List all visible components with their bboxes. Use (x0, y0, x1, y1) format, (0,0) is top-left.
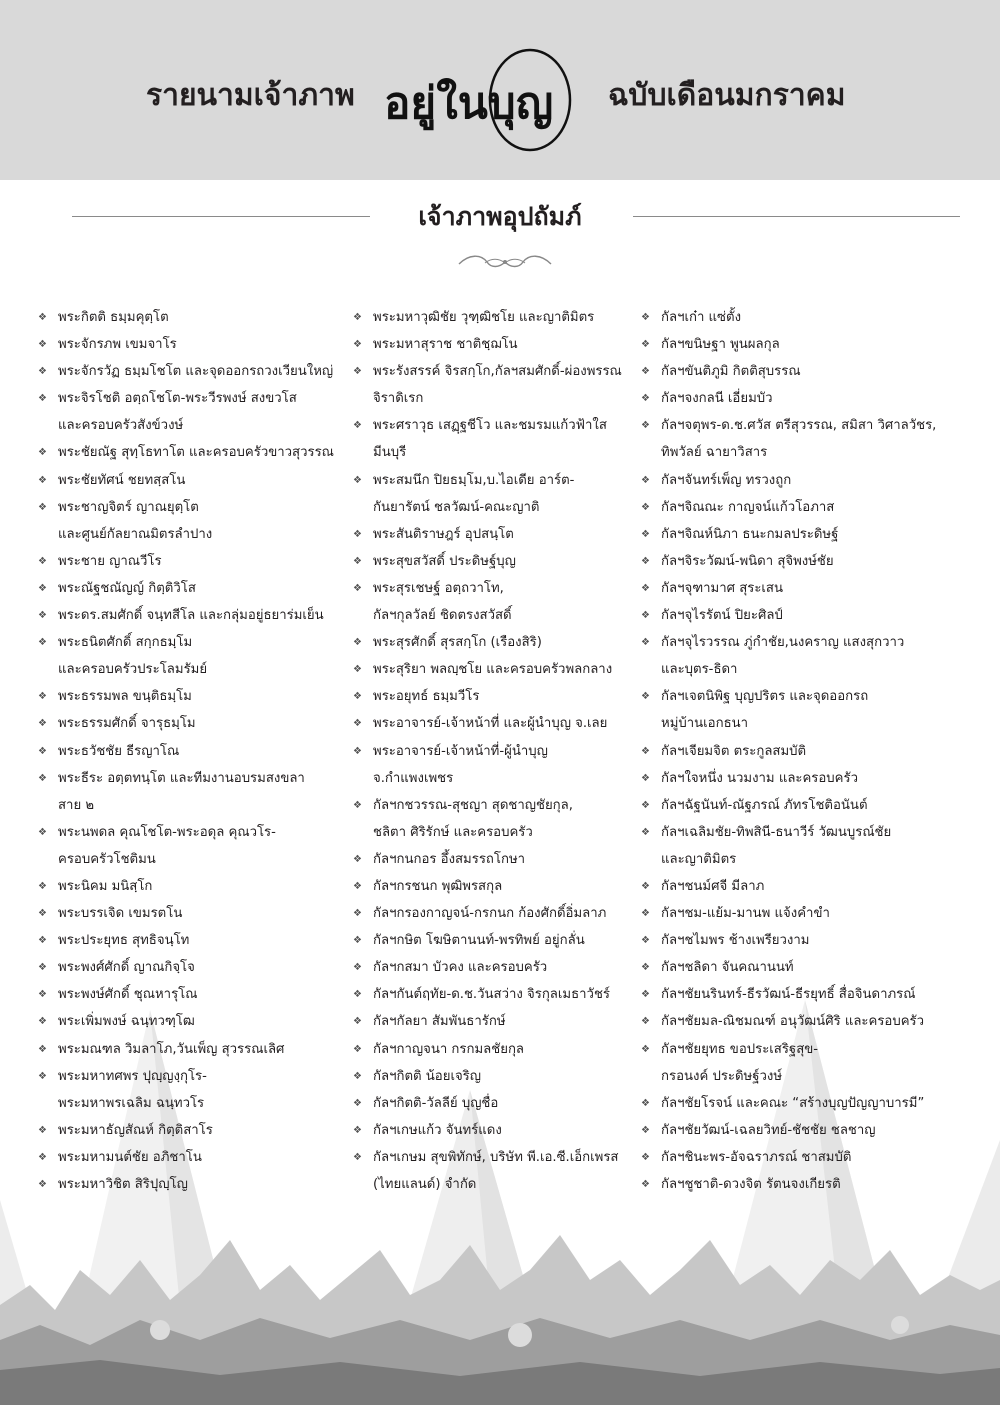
sponsor-name: กัลฯจุฑามาศ สุระเสน (661, 580, 783, 596)
bullet-icon: ❖ (38, 880, 47, 892)
sponsor-entry-line (353, 575, 643, 602)
sponsor-name: จิราดิเรก (373, 391, 424, 407)
sponsor-entry-line (38, 846, 356, 873)
bullet-icon: ❖ (353, 637, 362, 649)
bullet-icon: ❖ (641, 1124, 650, 1136)
sponsor-entry-line (641, 412, 971, 439)
bullet-icon: ❖ (641, 1097, 650, 1109)
bullet-icon: ❖ (353, 555, 362, 567)
sponsor-entry-line (38, 358, 356, 385)
bullet-icon: ❖ (38, 447, 47, 459)
sponsor-name: พระมหาวุฒิชัย วุฑฺฒิชโย และญาติมิตร (373, 310, 595, 325)
sponsor-name: พระมหาพรเฉลิม ฉนฺทวโร (58, 1095, 205, 1111)
logo-text: อยู่ในบุญ (384, 78, 554, 129)
sponsor-name: พระนิคม มนิสฺโก (58, 878, 153, 894)
sponsor-entry-line (353, 981, 643, 1008)
sponsor-entry-line (353, 304, 643, 331)
sponsor-entry-line (353, 819, 643, 846)
sponsor-entry-line (38, 1008, 356, 1035)
sponsor-name: พระสมนึก ปิยธมฺโม,บ.ไอเดีย อาร์ต- (373, 472, 575, 488)
sponsor-name: กัลฯชูชาติ-ดวงจิต รัตนจงเกียรติ (661, 1177, 841, 1192)
sponsor-entry-line (353, 927, 643, 954)
sponsor-name: พระมหาธัญสัณห์ กิตฺติสาโร (58, 1122, 213, 1138)
bullet-icon: ❖ (353, 962, 362, 974)
sponsor-entry-line (38, 792, 356, 819)
sponsor-entry-line (641, 1117, 971, 1144)
bullet-icon: ❖ (641, 826, 650, 838)
sponsor-entry-line (38, 927, 356, 954)
bullet-icon: ❖ (353, 799, 362, 811)
sponsor-name: พระจิรโชติ อตฺถโชโต-พระวีรพงษ์ สงขวโส (58, 391, 297, 407)
sponsor-name: พระจักรวัฏ ธมฺมโชโต และจุดออกรถวงเวียนใหญ่ (58, 364, 334, 380)
section-title: เจ้าภาพอุปถัมภ์ (418, 202, 582, 231)
sponsor-entry-line (353, 954, 643, 981)
bullet-icon: ❖ (641, 935, 650, 947)
sponsor-entry-line (353, 1036, 643, 1063)
sponsor-column-3 (641, 304, 971, 1198)
sponsor-name: พระธวัชชัย ธีรญาโณ (58, 743, 180, 759)
sponsor-entry-line (353, 1008, 643, 1035)
sponsor-name: พระมหามนต์ชัย อภิชาโน (58, 1149, 202, 1165)
header-band (0, 0, 1000, 180)
sponsor-name: และครอบครัวประโลมรัมย์ (58, 662, 208, 678)
sponsor-entry-line (38, 683, 356, 710)
sponsor-entry-line (641, 954, 971, 981)
sponsor-name: กัลฯชัยวัฒน์-เฉลยวิทย์-ชัชชัย ชลชาญ (661, 1122, 876, 1138)
bullet-icon: ❖ (353, 1124, 362, 1136)
sponsor-name: พระอาจารย์-เจ้าหน้าที่-ผู้นำบุญ (373, 743, 548, 759)
sponsor-name: กัลฯจิระวัฒน์-พนิดา สุจิพงษ์ชัย (661, 553, 834, 569)
sponsor-entry-line (38, 412, 356, 439)
sponsor-entry-line (641, 331, 971, 358)
sponsor-name: พระสันติราษฎร์ อุปสนฺโต (373, 526, 514, 542)
sponsor-name: จ.กำแพงเพชร (373, 770, 454, 786)
bullet-icon: ❖ (641, 1179, 650, 1190)
sponsor-name: (ไทยแลนด์) จำกัด (373, 1177, 477, 1192)
sponsor-name: พระชาญจิตร์ ญาณยุตฺโต (58, 499, 199, 515)
bullet-icon: ❖ (641, 393, 650, 405)
bullet-icon: ❖ (641, 691, 650, 703)
bullet-icon: ❖ (641, 745, 650, 757)
sponsor-entry-line (353, 467, 643, 494)
bullet-icon: ❖ (353, 1097, 362, 1109)
sponsor-name: กัลฯจิณณะ กาญจน์แก้วโอภาส (661, 499, 835, 515)
bullet-icon: ❖ (353, 691, 362, 703)
sponsor-name: กัลฯกิตติ น้อยเจริญ (373, 1068, 481, 1084)
sponsor-name: กัลฯเจตนิพิฐ บุญปริตร และจุดออกรถ (661, 689, 869, 705)
sponsor-name: พระประยุทธ สุทธิจนฺโท (58, 933, 190, 949)
sponsor-entry-line (641, 873, 971, 900)
bullet-icon: ❖ (641, 989, 650, 1001)
bullet-icon: ❖ (641, 1043, 650, 1055)
bullet-icon: ❖ (38, 1070, 47, 1082)
sponsor-entry-line (353, 494, 643, 521)
sponsor-entry-line (641, 304, 971, 331)
sponsor-name: พระมหาทศพร ปุญฺญงฺกุโร- (58, 1068, 207, 1084)
sponsor-entry-line (353, 738, 643, 765)
sponsor-entry-line (353, 1090, 643, 1117)
sponsor-entry-line (353, 439, 643, 466)
bullet-icon: ❖ (353, 880, 362, 892)
sponsor-entry-line (38, 1144, 356, 1171)
bullet-icon: ❖ (38, 691, 47, 703)
bullet-icon: ❖ (641, 610, 650, 622)
flourish-ornament (455, 250, 555, 274)
bullet-icon: ❖ (641, 474, 650, 486)
sponsor-entry-line (38, 954, 356, 981)
sponsor-entry-line (641, 575, 971, 602)
sponsor-name: พระนพดล คุณโชโต-พระอดุล คุณวโร- (58, 824, 276, 840)
bullet-icon: ❖ (353, 718, 362, 730)
bullet-icon: ❖ (38, 1151, 47, 1163)
sponsor-entry-line (641, 358, 971, 385)
sponsor-name: พระชัยณัฐ สุทฺโธทาโต และครอบครัวขาวสุวรรณ (58, 445, 334, 461)
bullet-icon: ❖ (641, 420, 650, 432)
sponsor-entry-line (641, 385, 971, 412)
sponsor-name: กัลฯขันติภูมิ กิตติสุบรรณ (661, 364, 801, 380)
bullet-icon: ❖ (353, 366, 362, 378)
sponsor-name: กัลฯชัยยุทธ ขอประเสริฐสุข- (661, 1041, 819, 1057)
bullet-icon: ❖ (38, 908, 47, 920)
logo (380, 48, 600, 156)
sponsor-entry-line (641, 629, 971, 656)
sponsor-name: กัลฯเก๋า แซ่ตั้ง (661, 310, 742, 325)
sponsor-entry-line (353, 765, 643, 792)
sponsor-entry-line (38, 738, 356, 765)
sponsor-entry-line (641, 710, 971, 737)
sponsor-name: กัลฯจุไรวรรณ ภู่กำชัย,นงคราญ แสงสุกวาว (661, 635, 905, 651)
sponsor-entry-line (353, 656, 643, 683)
sponsor-name: พระพงษ์ศักดิ์ ชุณหารุโณ (58, 987, 198, 1003)
bullet-icon: ❖ (353, 312, 362, 323)
sponsor-name: พระมณฑล วิมลาโภ,วันเพ็ญ สุวรรณเลิศ (58, 1041, 285, 1057)
bullet-icon: ❖ (641, 962, 650, 974)
sponsor-entry-line (38, 548, 356, 575)
sponsor-entry-line (38, 765, 356, 792)
sponsor-name: กัลฯชินะพร-อัจฉราภรณ์ ชาสมบัติ (661, 1149, 852, 1165)
sponsor-name: หมู่บ้านเอกธนา (661, 716, 749, 732)
sponsor-name: กัลฯชัยโรจน์ และคณะ “สร้างบุญปัญญาบารมี” (661, 1095, 925, 1111)
sponsor-entry-line (38, 521, 356, 548)
sponsor-entry-line (38, 1117, 356, 1144)
sponsor-name: กัลฯกชวรรณ-สุชญา สุดชาญชัยกุล, (373, 797, 573, 813)
bullet-icon: ❖ (38, 610, 47, 622)
bullet-icon: ❖ (38, 1043, 47, 1055)
sponsor-entry-line (641, 846, 971, 873)
sponsor-name: กัลฯจุไรรัตน์ ปิยะศิลป์ (661, 608, 783, 624)
bullet-icon: ❖ (38, 935, 47, 947)
sponsor-entry-line (641, 548, 971, 575)
sponsor-entry-line (38, 1090, 356, 1117)
sponsor-entry-line (38, 439, 356, 466)
sponsor-entry-line (38, 873, 356, 900)
bullet-icon: ❖ (353, 664, 362, 676)
sponsor-entry-line (38, 575, 356, 602)
bullet-icon: ❖ (38, 745, 47, 757)
sponsor-name: พระมหาวิชิต สิริปุญฺโญ (58, 1177, 188, 1192)
sponsor-entry-line (641, 683, 971, 710)
sponsor-entry-line (641, 602, 971, 629)
sponsor-entry-line (353, 683, 643, 710)
bullet-icon: ❖ (353, 474, 362, 486)
sponsor-entry-line (353, 548, 643, 575)
sponsor-entry-line (641, 656, 971, 683)
bullet-icon: ❖ (38, 772, 47, 784)
sponsor-name: กัลฯชัยมล-ณิชมณฑ์ อนุวัฒน์ศิริ และครอบครัว (661, 1014, 925, 1030)
sponsor-name: พระกิตติ ธมฺมคุตฺโต (58, 310, 169, 325)
sponsor-name: กัลฯฉัฐนันท์-ณัฐภรณ์ ภัทรโชติอนันต์ (661, 797, 868, 813)
sponsor-name: พระจักรภพ เขมจาโร (58, 337, 177, 353)
sponsor-entry-line (353, 1171, 643, 1198)
sponsor-name: กัลฯกาญจนา กรกมลชัยกุล (373, 1041, 525, 1057)
sponsor-name: กัลฯกุลวัลย์ ชิดตรงสวัสดิ์ (373, 608, 512, 624)
sponsor-name: กัลฯเจียมจิต ตระกูลสมบัติ (661, 743, 807, 759)
sponsor-entry-line (38, 331, 356, 358)
sponsor-name: และญาติมิตร (661, 851, 737, 867)
sponsor-name: ครอบครัวโชติมน (58, 851, 156, 867)
sponsor-name: พระบรรเจิด เขมรตโน (58, 906, 183, 922)
sponsor-name: กัลฯกรองกาญจน์-กรกนก ก้องศักดิ์อิ่มลาภ (373, 906, 607, 922)
sponsor-entry-line (641, 765, 971, 792)
sponsor-name: กัลฯกัลยา สัมพันธารักษ์ (373, 1014, 506, 1030)
sponsor-entry-line (38, 819, 356, 846)
bullet-icon: ❖ (353, 853, 362, 865)
bullet-icon: ❖ (38, 555, 47, 567)
sponsor-name: พระธรรมพล ขนฺติธมฺโม (58, 689, 192, 705)
bullet-icon: ❖ (38, 366, 47, 378)
bullet-icon: ❖ (641, 582, 650, 594)
bullet-icon: ❖ (38, 501, 47, 513)
title-right: ฉบับเดือนมกราคม (608, 78, 846, 113)
sponsor-entry-line (38, 304, 356, 331)
sponsor-name: และบุตร-ธิดา (661, 662, 738, 678)
sponsor-entry-line (641, 738, 971, 765)
bullet-icon: ❖ (353, 582, 362, 594)
bullet-icon: ❖ (38, 339, 47, 351)
sponsor-column-2 (353, 304, 643, 1198)
sponsor-entry-line (641, 1090, 971, 1117)
sponsor-name: กัลฯชลิดา จันคณานนท์ (661, 960, 794, 976)
bullet-icon: ❖ (641, 908, 650, 920)
sponsor-entry-line (38, 1171, 356, 1198)
sponsor-name: กัลฯชนม์ศจี มีลาภ (661, 878, 765, 894)
sponsor-entry-line (353, 385, 643, 412)
sponsor-name: ชลิตา ศิริรักษ์ และครอบครัว (373, 824, 533, 840)
sponsor-entry-line (38, 900, 356, 927)
sponsor-entry-line (641, 1063, 971, 1090)
sponsor-entry-line (641, 494, 971, 521)
bullet-icon: ❖ (353, 420, 362, 432)
sponsor-name: และครอบครัวสังข์วงษ์ (58, 418, 184, 434)
sponsor-column-1 (38, 304, 356, 1198)
sponsor-name: พระอาจารย์-เจ้าหน้าที่ และผู้นำบุญ จ.เลย (373, 716, 608, 732)
sponsor-name: กัลฯชม-แย้ม-มานพ แจ้งคำขำ (661, 906, 830, 922)
bullet-icon: ❖ (641, 528, 650, 540)
sponsor-name: กัลฯกิตติ-วัลลีย์ บุญชื่อ (373, 1095, 499, 1111)
bullet-icon: ❖ (38, 393, 47, 405)
bullet-icon: ❖ (641, 799, 650, 811)
section-rule-right (633, 216, 960, 217)
sponsor-name: กัลฯกษิต โฆษิตานนท์-พรทิพย์ อยู่กลั่น (373, 933, 585, 949)
sponsor-name: กันยารัตน์ ชลวัฒน์-คณะญาติ (373, 499, 540, 515)
sponsor-entry-line (353, 900, 643, 927)
sponsor-entry-line (353, 1144, 643, 1171)
sponsor-name: พระรังสรรค์ จิรสกฺโก,กัลฯสมศักดิ์-ผ่องพรรณ (373, 364, 622, 380)
bullet-icon: ❖ (38, 1179, 47, 1190)
bullet-icon: ❖ (38, 1016, 47, 1028)
sponsor-entry-line (353, 412, 643, 439)
sponsor-name: กัลฯเกษแก้ว จันทร์แดง (373, 1122, 502, 1138)
sponsor-name: พระณัฐชณัญญ์ กิตฺติวิโส (58, 580, 196, 596)
sponsor-name: กัลฯจันทร์เพ็ญ ทรวงถูก (661, 472, 792, 488)
sponsor-name: พระศราวุธ เสฏฺฐชีโว และชมรมแก้วฟ้าใส (373, 418, 607, 434)
sponsor-name: กัลฯจิณห์นิภา ธนะกมลประดิษฐ์ (661, 526, 839, 542)
sponsor-name: กัลฯชัยนรินทร์-ธีรวัฒน์-ธีรยุทธิ์ สื่อจินดาภรณ์ (661, 987, 916, 1003)
sponsor-name: กัลฯเฉลิมชัย-ทิพสินี-ธนาวีร์ วัฒนบูรณ์ชัย (661, 824, 892, 840)
sponsor-entry-line (641, 521, 971, 548)
sponsor-entry-line (353, 1117, 643, 1144)
sponsor-name: สาย ๒ (58, 797, 95, 813)
sponsor-name: พระชัยทัศน์ ชยทสฺสโน (58, 472, 186, 488)
bullet-icon: ❖ (38, 962, 47, 974)
sponsor-name: กัลฯกรชนก พุฒิพรสกุล (373, 878, 503, 894)
bullet-icon: ❖ (38, 582, 47, 594)
sponsor-entry-line (353, 521, 643, 548)
sponsor-entry-line (38, 602, 356, 629)
bullet-icon: ❖ (353, 1070, 362, 1082)
sponsor-name: กัลฯใจหนึ่ง นวมงาม และครอบครัว (661, 770, 858, 786)
sponsor-entry-line (38, 385, 356, 412)
bullet-icon: ❖ (641, 772, 650, 784)
bullet-icon: ❖ (641, 880, 650, 892)
bullet-icon: ❖ (38, 637, 47, 649)
sponsor-entry-line (353, 629, 643, 656)
sponsor-name: กัลฯจงกลนี เอี่ยมบัว (661, 391, 773, 407)
sponsor-name: พระธีระ อตฺตทนฺโต และทีมงานอบรมสงขลา (58, 770, 305, 786)
title-left: รายนามเจ้าภาพ (146, 78, 355, 113)
bullet-icon: ❖ (38, 989, 47, 1001)
sponsor-entry-line (641, 792, 971, 819)
sponsor-entry-line (641, 1036, 971, 1063)
sponsor-entry-line (353, 358, 643, 385)
bullet-icon: ❖ (38, 826, 47, 838)
sponsor-entry-line (38, 710, 356, 737)
sponsor-entry-line (641, 819, 971, 846)
sponsor-name: กัลฯขนิษฐา พูนผลกุล (661, 337, 780, 353)
bullet-icon: ❖ (353, 339, 362, 351)
bullet-icon: ❖ (353, 908, 362, 920)
bullet-icon: ❖ (353, 1016, 362, 1028)
sponsor-entry-line (38, 981, 356, 1008)
bullet-icon: ❖ (353, 528, 362, 540)
bullet-icon: ❖ (641, 339, 650, 351)
bullet-icon: ❖ (353, 935, 362, 947)
sponsor-entry-line (641, 439, 971, 466)
sponsor-name: ทิพวัลย์ ฉายาวิสาร (661, 445, 768, 461)
sponsor-entry-line (353, 792, 643, 819)
sponsor-name: และศูนย์กัลยาณมิตรลำปาง (58, 526, 213, 542)
sponsor-name: กัลฯกสมา บัวคง และครอบครัว (373, 960, 548, 976)
sponsor-name: พระสุรเชษฐ์ อตฺถวาโท, (373, 580, 504, 596)
sponsor-name: พระสุริยา พลญฺชโย และครอบครัวพลกลาง (373, 662, 613, 678)
sponsor-entry-line (641, 927, 971, 954)
sponsor-name: พระอยุทธ์ ธมฺมวีโร (373, 689, 480, 705)
sponsor-entry-line (353, 602, 643, 629)
bullet-icon: ❖ (641, 501, 650, 513)
sponsor-entry-line (641, 900, 971, 927)
sponsor-entry-line (38, 1063, 356, 1090)
sponsor-entry-line (641, 1008, 971, 1035)
bullet-icon: ❖ (38, 1124, 47, 1136)
sponsor-name: กัลฯกันต์ฤทัย-ด.ช.วันสว่าง จิรกุลเมธาวัชร์ (373, 987, 610, 1003)
sponsor-name: พระดร.สมศักดิ์ จนฺทสีโล และกลุ่มอยู่ธยาร่มเย็น (58, 608, 324, 624)
sponsor-name: พระชาย ญาณวีโร (58, 553, 162, 569)
sponsor-name: พระสุขสวัสดิ์ ประดิษฐ์บุญ (373, 553, 516, 569)
sponsor-name: พระมหาสุราช ชาติชฺฌโน (373, 337, 518, 353)
sponsor-name: กัลฯกนกอร อึ้งสมรรถโกษา (373, 851, 526, 867)
sponsor-name: กัลฯจตุพร-ด.ช.ศวัส ตรีสุวรรณ, สมิสา วิศาลวัชร, (661, 418, 937, 434)
bullet-icon: ❖ (641, 555, 650, 567)
sponsor-entry-line (353, 710, 643, 737)
sponsor-name: กรอนงค์ ประดิษฐ์วงษ์ (661, 1068, 783, 1084)
sponsor-entry-line (353, 873, 643, 900)
sponsor-entry-line (38, 629, 356, 656)
sponsor-entry-line (38, 467, 356, 494)
sponsor-name: กัลฯชไมพร ช้างเพรียวงาม (661, 933, 810, 949)
sponsor-name: พระพงศ์ศักดิ์ ญาณกิจฺโจ (58, 960, 195, 976)
bullet-icon: ❖ (353, 989, 362, 1001)
bullet-icon: ❖ (353, 1151, 362, 1163)
bullet-icon: ❖ (353, 745, 362, 757)
sponsor-name: พระธนิตศักดิ์ สกฺกธมฺโม (58, 635, 193, 651)
bullet-icon: ❖ (38, 312, 47, 323)
bullet-icon: ❖ (641, 366, 650, 378)
sponsor-entry-line (353, 331, 643, 358)
sponsor-name: กัลฯเกษม สุขพิทักษ์, บริษัท พี.เอ.ซี.เอ็กเพรส (373, 1149, 619, 1165)
bullet-icon: ❖ (353, 1043, 362, 1055)
bullet-icon: ❖ (641, 1151, 650, 1163)
sponsor-name: พระสุรศักดิ์ สุรสกฺโก (เรืองสิริ) (373, 635, 542, 651)
bullet-icon: ❖ (641, 637, 650, 649)
sponsor-name: พระธรรมศักดิ์ จารุธมฺโม (58, 716, 196, 732)
sponsor-entry-line (641, 467, 971, 494)
sponsor-entry-line (353, 846, 643, 873)
bullet-icon: ❖ (38, 474, 47, 486)
bullet-icon: ❖ (38, 718, 47, 730)
sponsor-entry-line (38, 494, 356, 521)
bullet-icon: ❖ (641, 1016, 650, 1028)
sponsor-name: พระเพิ่มพงษ์ ฉนฺทวฑฺโฒ (58, 1014, 195, 1030)
sponsor-entry-line (641, 1171, 971, 1198)
sponsor-entry-line (38, 1036, 356, 1063)
sponsor-entry-line (353, 1063, 643, 1090)
sponsor-entry-line (641, 1144, 971, 1171)
sponsor-name: มีนบุรี (373, 445, 407, 461)
bullet-icon: ❖ (641, 312, 650, 323)
sponsor-entry-line (38, 656, 356, 683)
sponsor-entry-line (641, 981, 971, 1008)
